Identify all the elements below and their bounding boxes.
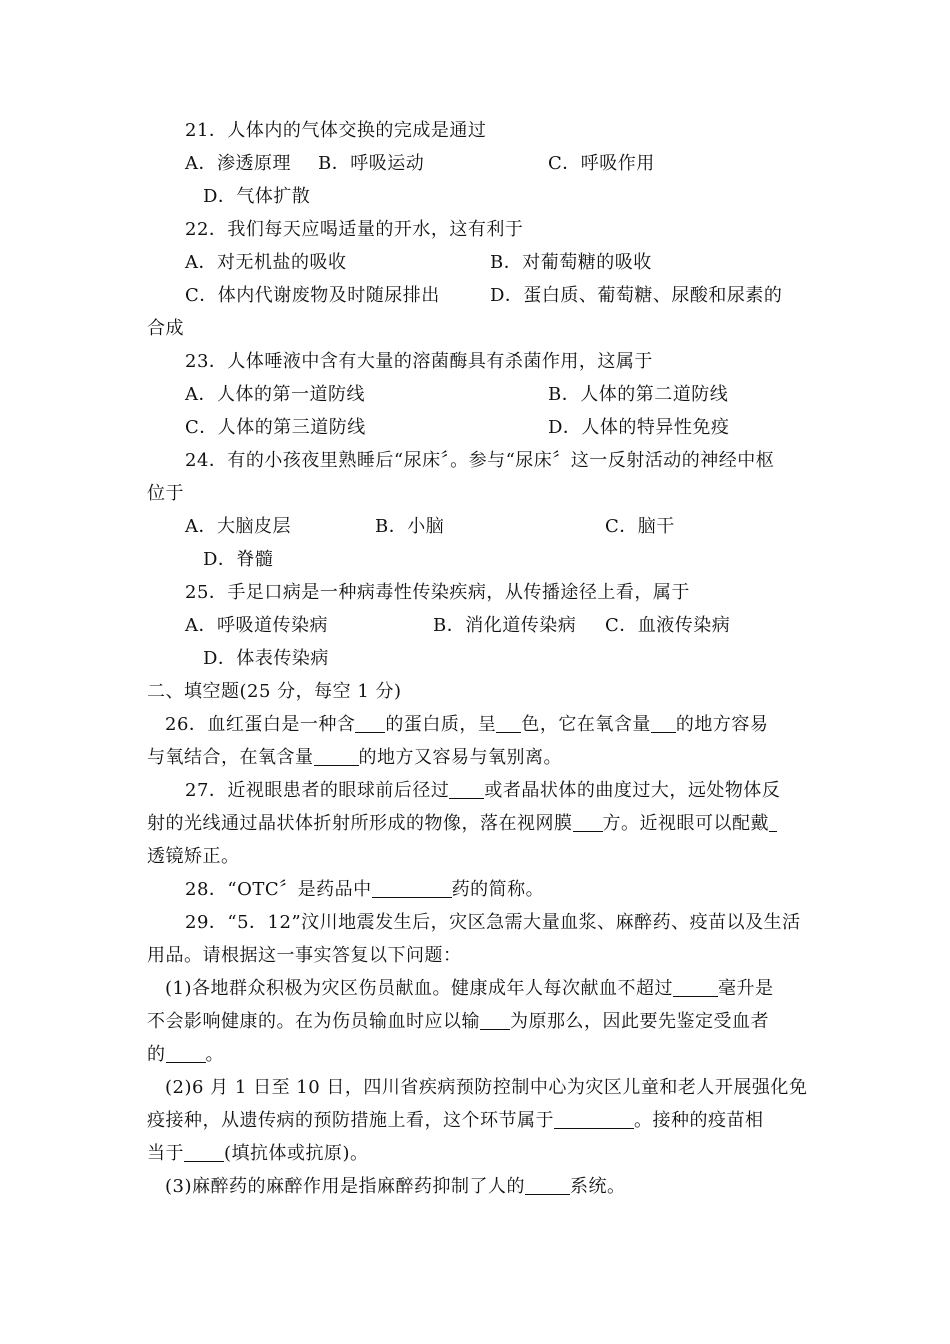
answer-blank	[355, 714, 385, 733]
q28-text: 药的简称。	[451, 879, 545, 900]
q24-option-a: A．大脑皮层	[185, 516, 291, 537]
q29-sub1-line-2	[147, 1010, 769, 1034]
q29-text: 。接种的疫苗相	[634, 1110, 764, 1131]
q29-stem-2: 用品。请根据这一事实答复以下问题：	[147, 945, 462, 966]
q22-option-b: B．对葡萄糖的吸收	[490, 252, 652, 273]
q29-text: 当于	[147, 1143, 184, 1164]
answer-blank	[769, 813, 777, 832]
q29-text: 系统。	[570, 1176, 626, 1197]
q27-line-2	[147, 812, 777, 836]
q27-line-3: 透镜矫正。	[147, 846, 240, 867]
q23-option-a: A．人体的第一道防线	[185, 384, 365, 405]
q21-option-b: B．呼吸运动	[318, 153, 425, 174]
q29-text: 毫升是	[718, 978, 774, 999]
q27-line-1	[185, 779, 780, 803]
q27-text: 射的光线通过晶状体折射所形成的物像，落在视网膜	[147, 813, 573, 834]
q22-option-d-cont: 合成	[147, 318, 184, 339]
q28-text: 28．“OTC〞是药品中	[185, 879, 372, 900]
q29-stem-1: 29．“5．12”汶川地震发生后，灾区急需大量血浆、麻醉药、疫苗以及生活	[185, 912, 801, 933]
answer-blank	[573, 813, 603, 832]
q25-option-a: A．呼吸道传染病	[185, 615, 328, 636]
q22-option-c: C．体内代谢废物及时随尿排出	[185, 285, 440, 306]
answer-blank	[496, 714, 521, 733]
q23-option-b: B．人体的第二道防线	[548, 384, 729, 405]
q26-line-1	[165, 713, 768, 737]
q25-option-b: B．消化道传染病	[433, 615, 577, 636]
q29-text: (1)各地群众积极为灾区伤员献血。健康成年人每次献血不超过	[165, 978, 673, 999]
answer-blank	[372, 879, 452, 898]
q21-option-c: C．呼吸作用	[548, 153, 655, 174]
q24-option-c: C．脑干	[605, 516, 675, 537]
q27-text: 方。近视眼可以配戴	[602, 813, 769, 834]
q26-text: 的地方又容易与氧别离。	[358, 747, 562, 768]
q29-text: 的	[147, 1044, 166, 1065]
q23-stem: 23．人体唾液中含有大量的溶菌酶具有杀菌作用，这属于	[185, 351, 653, 372]
answer-blank	[449, 780, 484, 799]
q21-option-a: A．渗透原理	[185, 153, 291, 174]
q24-stem-cont: 位于	[147, 483, 184, 504]
answer-blank	[554, 1110, 634, 1129]
q28-line	[185, 878, 544, 902]
q29-text: 为原那么，因此要先鉴定受血者	[510, 1011, 769, 1032]
q25-option-c: C．血液传染病	[605, 615, 731, 636]
answer-blank	[525, 1176, 570, 1195]
q24-option-b: B．小脑	[375, 516, 445, 537]
q26-text: 的蛋白质，呈	[385, 714, 497, 735]
q21-option-d: D．气体扩散	[203, 186, 311, 207]
section-title: 二、填空题(25 分，每空 1 分)	[147, 681, 402, 702]
q22-option-a: A．对无机盐的吸收	[185, 252, 347, 273]
q26-line-2	[147, 746, 562, 770]
answer-blank	[184, 1143, 224, 1162]
q21-stem: 21．人体内的气体交换的完成是通过	[185, 120, 487, 141]
q26-text: 26．血红蛋白是一种含	[165, 714, 356, 735]
q29-sub2-line-1: (2)6 月 1 日至 10 日，四川省疾病预防控制中心为灾区儿童和老人开展强化免	[165, 1077, 808, 1098]
q29-text: (3)麻醉药的麻醉作用是指麻醉药抑制了人的	[165, 1176, 525, 1197]
q25-option-d: D．体表传染病	[203, 648, 329, 669]
q29-sub2-line-3	[147, 1142, 369, 1166]
q22-stem: 22．我们每天应喝适量的开水，这有利于	[185, 219, 524, 240]
answer-blank	[673, 978, 718, 997]
q29-sub1-line-1	[165, 977, 774, 1001]
q26-text: 的地方容易	[675, 714, 769, 735]
q23-option-c: C．人体的第三道防线	[185, 417, 366, 438]
q25-stem: 25．手足口病是一种病毒性传染疾病，从传播途径上看，属于	[185, 582, 690, 603]
q29-text: 。	[205, 1044, 224, 1065]
q29-text: 不会影响健康的。在为伤员输血时应以输	[147, 1011, 480, 1032]
answer-blank	[651, 714, 676, 733]
q26-text: 与氧结合，在氧含量	[147, 747, 314, 768]
q29-text: (填抗体或抗原)。	[224, 1143, 369, 1164]
q27-text: 或者晶状体的曲度过大，远处物体反	[484, 780, 781, 801]
q29-sub1-line-3	[147, 1043, 224, 1067]
answer-blank	[314, 747, 359, 766]
q29-sub3-line-1	[165, 1175, 626, 1199]
q27-text: 27．近视眼患者的眼球前后径过	[185, 780, 450, 801]
q22-option-d: D．蛋白质、葡萄糖、尿酸和尿素的	[490, 285, 783, 306]
q24-stem: 24．有的小孩夜里熟睡后“尿床〞。参与“尿床〞这一反射活动的神经中枢	[185, 450, 775, 471]
q26-text: 色，它在氧含量	[521, 714, 651, 735]
q23-option-d: D．人体的特异性免疫	[548, 417, 730, 438]
q29-text: 疫接种，从遗传病的预防措施上看，这个环节属于	[147, 1110, 554, 1131]
q24-option-d: D．脊髓	[203, 549, 274, 570]
q29-sub2-line-2	[147, 1109, 764, 1133]
answer-blank	[480, 1011, 510, 1030]
answer-blank	[166, 1044, 206, 1063]
